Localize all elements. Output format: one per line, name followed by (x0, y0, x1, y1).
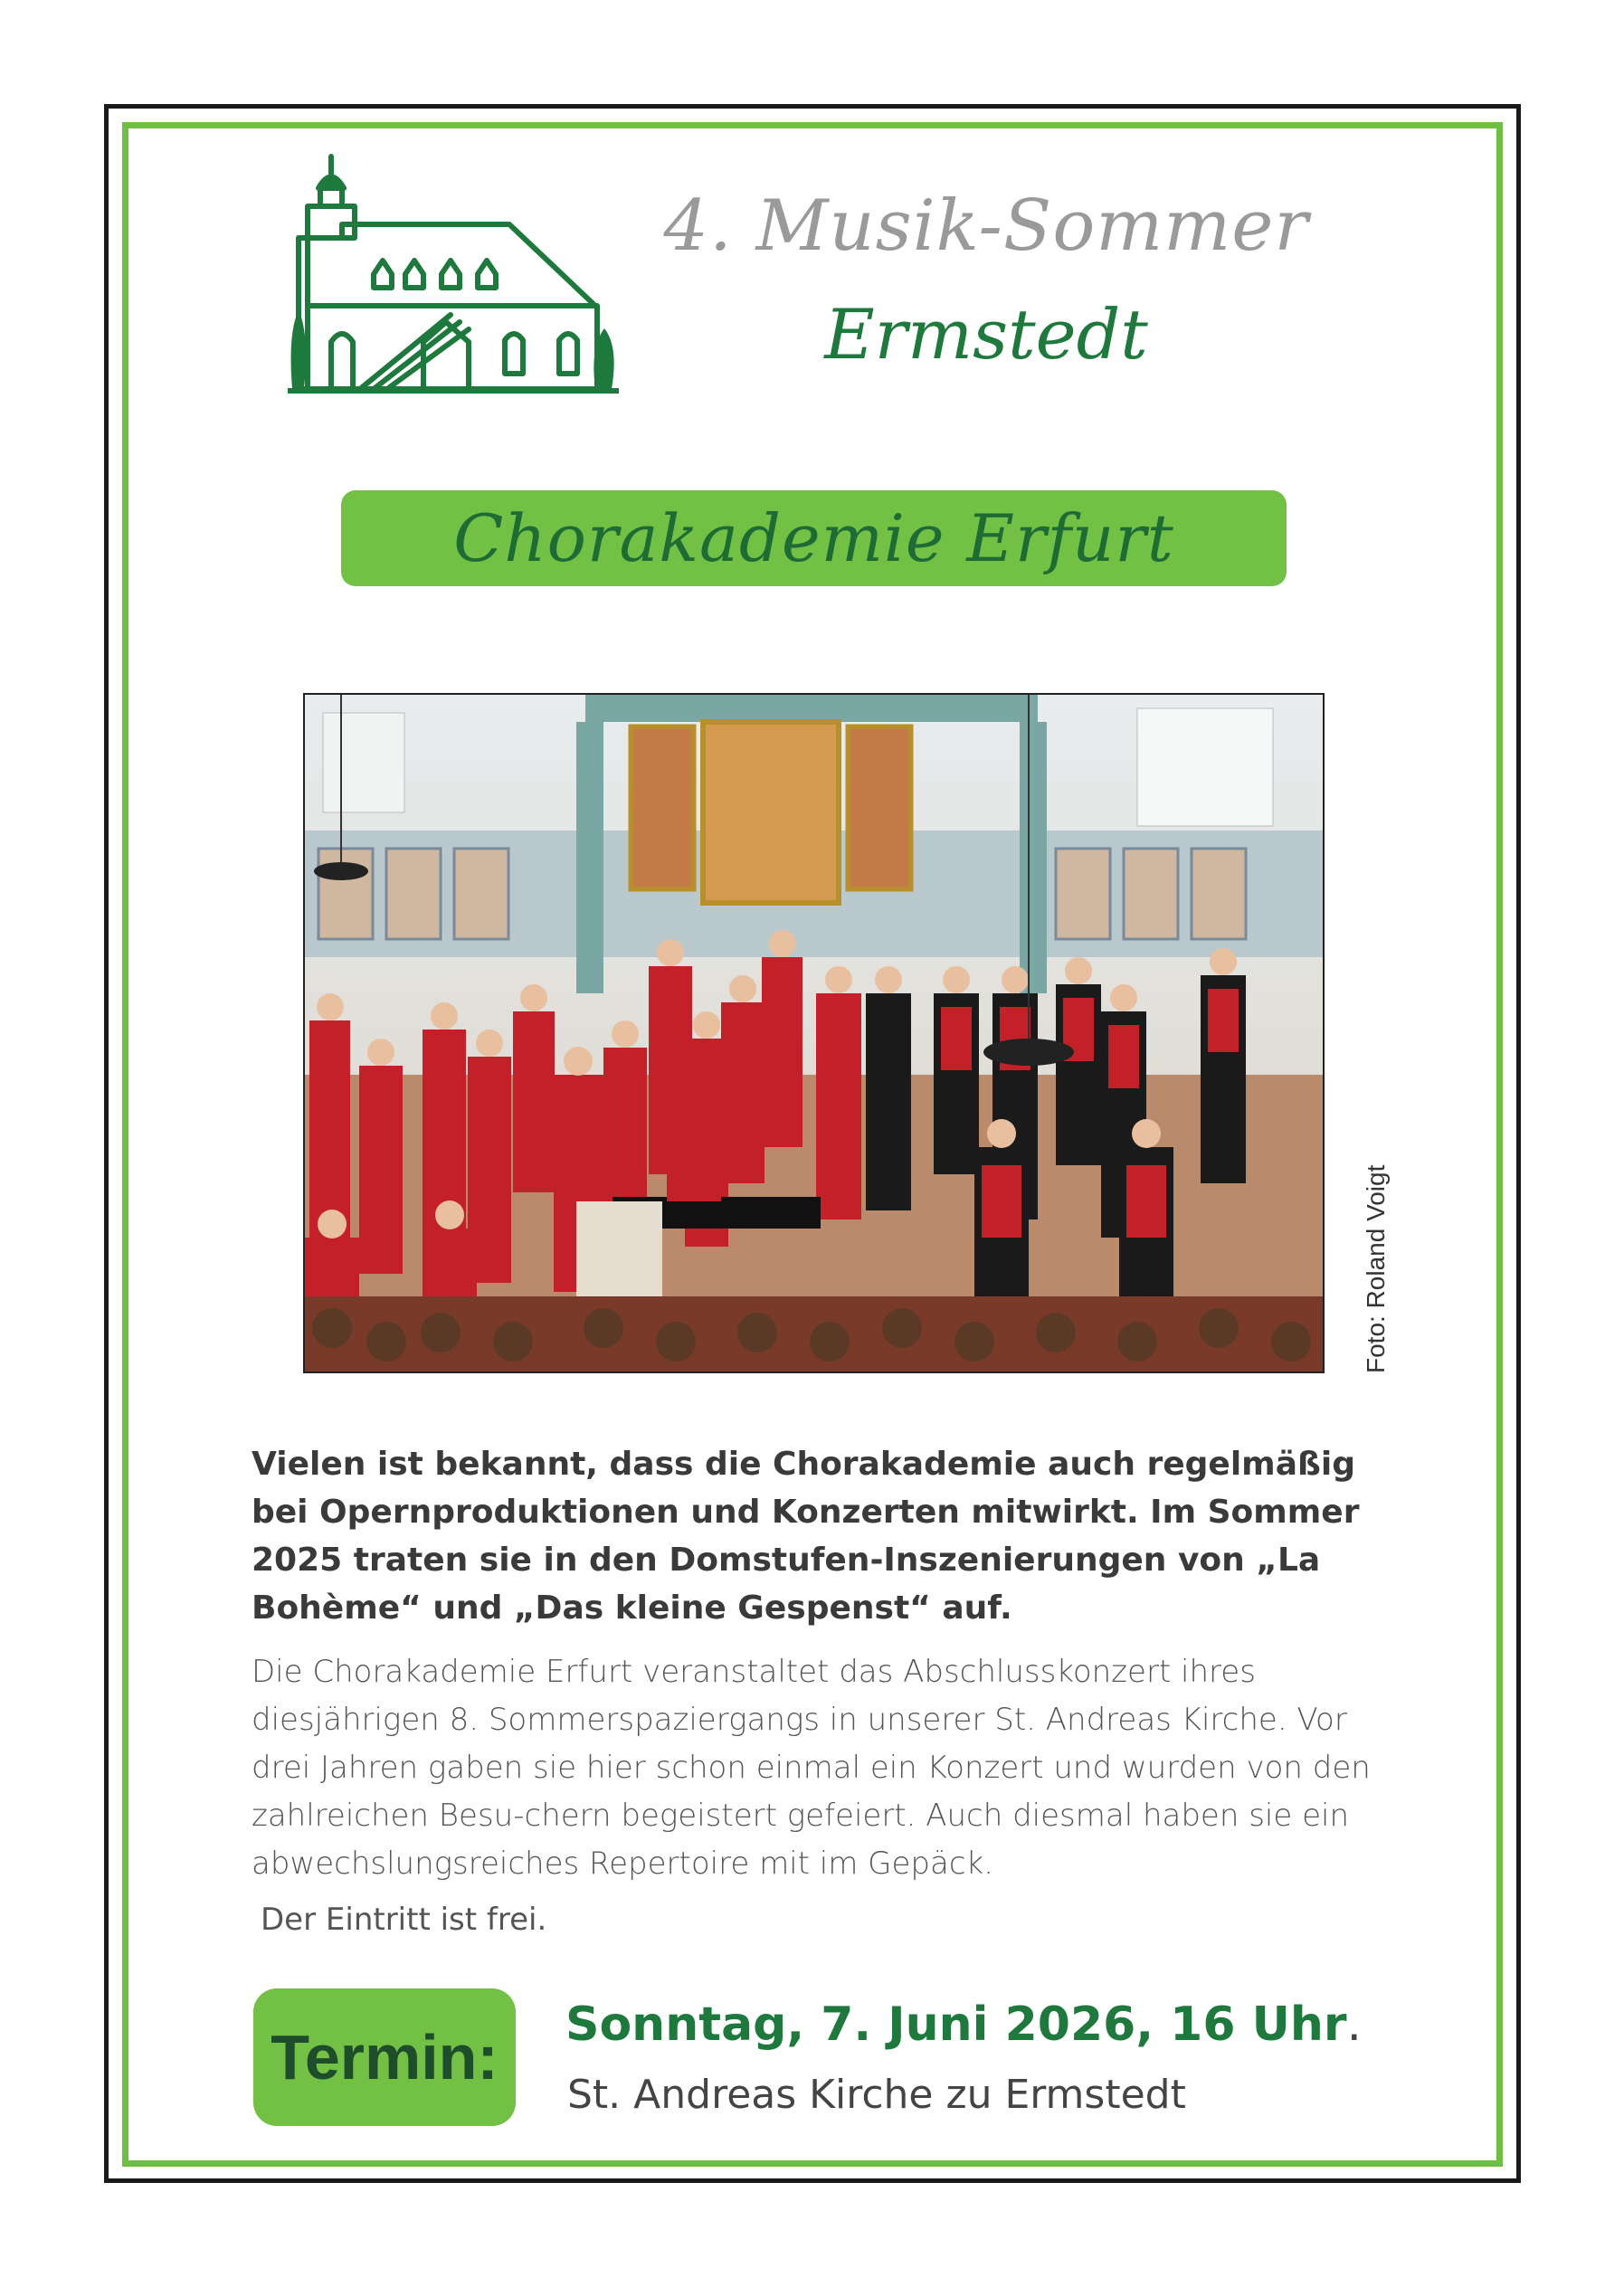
title-banner (341, 490, 1287, 586)
admission-note: Der Eintritt ist frei. (261, 1902, 547, 1938)
event-date-text: Sonntag, 7. Juni 2026, 16 Uhr (565, 1998, 1347, 2052)
photo-credit: Foto: Roland Voigt (1362, 1164, 1390, 1373)
lead-paragraph: Vielen ist bekannt, dass die Chorakademie auch regelmäßig bei Opernproduktionen und Konzerten mitwirkt. Im Sommer 2025 traten sie in den Domstufen-Inszenierungen von „La Bohème“ und „Das kleine Gespenst“ auf. (252, 1446, 1360, 1627)
choir-photo (303, 693, 1325, 1373)
series-place: Ermstedt (824, 294, 1148, 375)
event-venue: St. Andreas Kirche zu Ermstedt (567, 2072, 1186, 2118)
series-title: 4. Musik-Sommer (663, 185, 1309, 267)
banner-title: Chorakademie Erfurt (453, 500, 1174, 576)
event-date (565, 1998, 1362, 2052)
church-icon (288, 152, 619, 396)
body-paragraph: Die Chorakademie Erfurt veranstaltet das Abschlusskonzert ihres diesjährigen 8. Sommerspaziergangs in unserer St. Andreas Kirche. Vor drei Jahren gaben sie hier schon einmal ein Konzert und wurden von den zahlreichen Besu-chern begeistert gefeiert. Auch diesmal haben sie ein abwechslungsreiches Repertoire mit im Gepäck. (252, 1654, 1371, 1882)
termin-badge (253, 1988, 516, 2126)
event-date-suffix: . (1346, 1998, 1363, 2052)
termin-label: Termin: (271, 2022, 499, 2092)
